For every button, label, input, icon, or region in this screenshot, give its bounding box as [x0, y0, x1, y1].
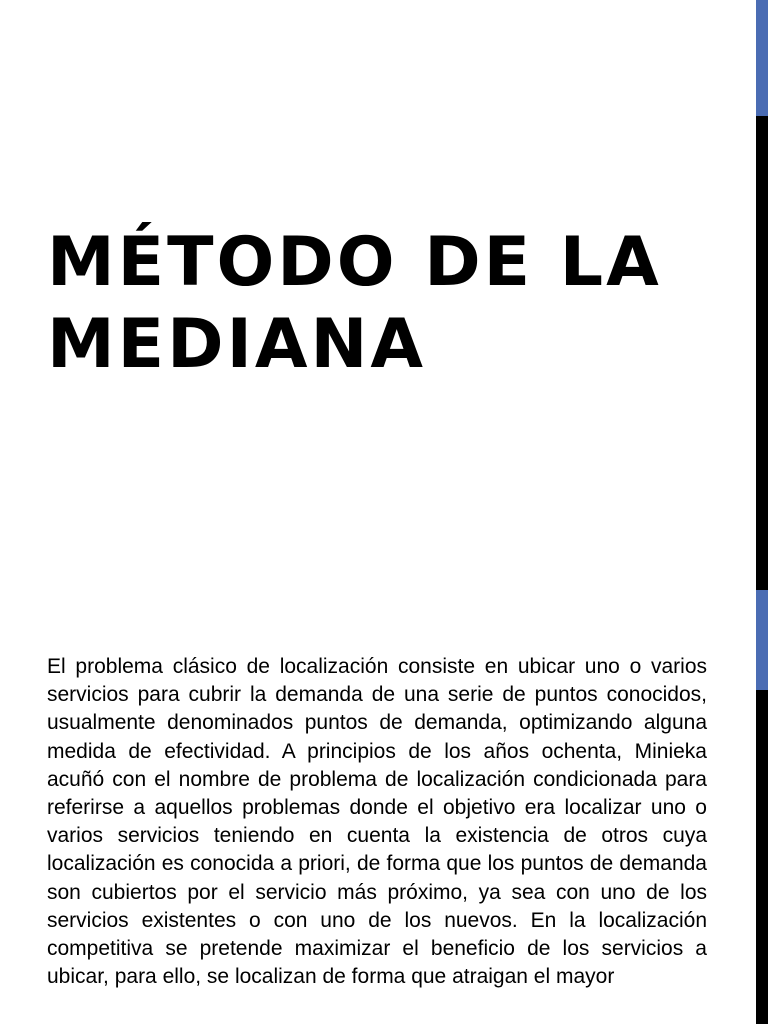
side-accent-middle: [756, 590, 768, 690]
side-accent-top: [756, 0, 768, 116]
side-decoration-bar: [756, 0, 768, 1024]
slide-title: MÉTODO DE LA MEDIANA: [47, 223, 662, 384]
slide-body-text: El problema clásico de localización consiste en ubicar uno o varios servicios para cubrir la demanda de una serie de puntos conocidos, usualmente denominados puntos de demanda, optimizando alguna medida de efectividad. A principios de los años ochenta, Minieka acuñó con el nombre de problema de localización condicionada para referirse a aquellos problemas donde el objetivo era localizar uno o varios servicios teniendo en cuenta la existencia de otros cuya localización es conocida a priori, de forma que los puntos de demanda son cubiertos por el servicio más próximo, ya sea con uno de los servicios existentes o con uno de los nuevos. En la localización competitiva se pretende maximizar el beneficio de los servicios a ubicar, para ello, se localizan de forma que atraigan el mayor: [47, 655, 707, 989]
